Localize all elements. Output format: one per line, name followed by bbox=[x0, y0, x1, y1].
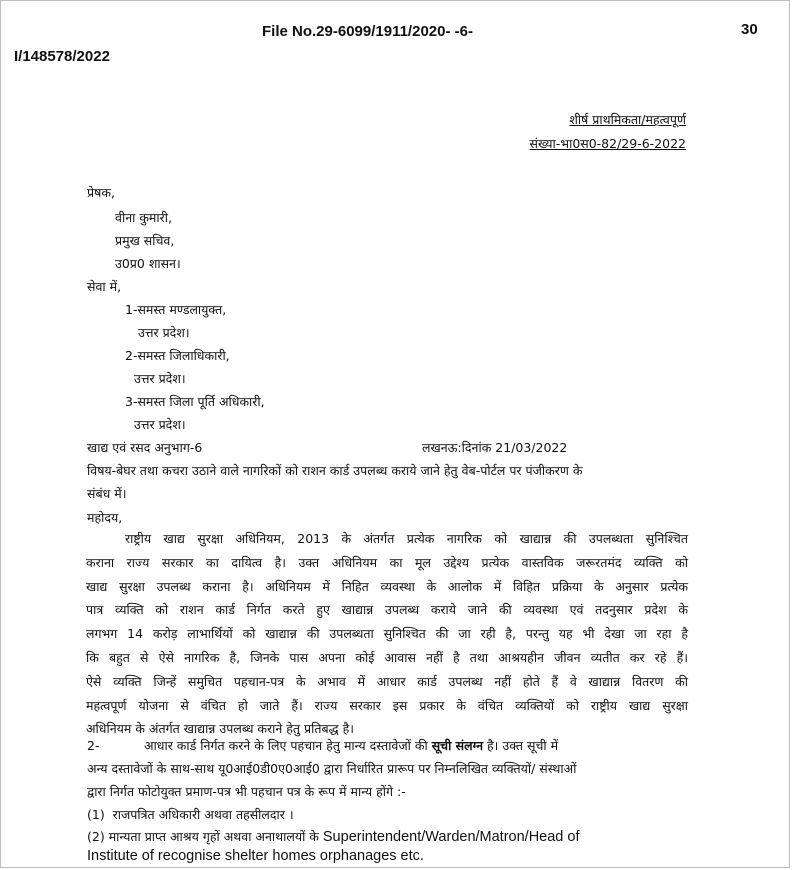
paragraph-2-text: है। उक्त सूची में bbox=[483, 738, 559, 753]
paragraph-2-line: अन्य दस्तावेजों के साथ-साथ यू0आई0डी0ए0आई0 द्वारा निर्धारित प्रारूप पर निम्नलिखित व्यक्तियों/ संस्थाओं bbox=[87, 761, 577, 776]
paragraph-line: राष्ट्रीय खाद्य सुरक्षा अधिनियम, 2013 के अंतर्गत प्रत्येक नागरिक को खाद्यान्न की उपलब्धता सुनिश्चित bbox=[125, 531, 688, 546]
section-name: खाद्य एवं रसद अनुभाग-6 bbox=[87, 440, 203, 455]
sender-name: वीना कुमारी, bbox=[115, 210, 172, 225]
list-item-continuation: Institute of recognise shelter homes orphanages etc. bbox=[87, 848, 424, 864]
recipient-line: 3-समस्त जिला पूर्ति अधिकारी, bbox=[125, 394, 265, 409]
paragraph-line: लगभग 14 करोड़ लाभार्थियों को खाद्यान्न की उपलब्धता सुनिश्चित की जा रही है, परन्तु यह भी देखा जा रहा है bbox=[86, 626, 688, 642]
list-item bbox=[87, 829, 579, 845]
paragraph-2-number: 2- bbox=[87, 738, 100, 753]
paragraph-line: पात्र व्यक्ति को राशन कार्ड निर्गत करते हुए खाद्यान्न उपलब्ध कराये जाने की व्यवस्था एवं तदनुसार प्रदेश के bbox=[86, 602, 688, 618]
salutation: महोदय, bbox=[87, 510, 123, 525]
paragraph-2-line bbox=[144, 738, 688, 754]
paragraph-2-line: द्वारा निर्गत फोटोयुक्त प्रमाण-पत्र भी पहचान पत्र के रूप में मान्य होंगे :- bbox=[87, 784, 406, 799]
paragraph-line: महत्वपूर्ण योजना से वंचित हो जाते हैं। राज्य सरकार इस प्रकार के वंचित व्यक्तियों को राष्ट्रीय खाद्य सुरक्षा bbox=[86, 697, 688, 713]
paragraph-1 bbox=[86, 527, 688, 741]
list-item-text: राजपत्रित अधिकारी अथवा तहसीलदार । bbox=[112, 807, 294, 822]
list-item-number: (1) bbox=[87, 807, 105, 822]
sender-designation: प्रमुख सचिव, bbox=[115, 233, 175, 248]
paragraph-line: अधिनियम के अंतर्गत खाद्यान्न उपलब्ध कराने हेतु प्रतिबद्ध है। bbox=[86, 721, 354, 737]
recipient-line: उत्तर प्रदेश। bbox=[134, 417, 186, 432]
subject-line: विषय-बेघर तथा कचरा उठाने वाले नागरिकों को राशन कार्ड उपलब्ध कराये जाने हेतु वेब-पोर्टल पर पंजीकरण के bbox=[87, 463, 583, 478]
priority-label: शीर्ष प्राथमिकता/महत्वपूर्ण bbox=[569, 112, 686, 127]
list-item-text-latin: Superintendent/Warden/Matron/Head of bbox=[322, 829, 580, 845]
recipient-line: 1-समस्त मण्डलायुक्त, bbox=[125, 302, 227, 317]
paragraph-line: ऐसे व्यक्ति जिन्हें समुचित पहचान-पत्र के अभाव में आधार कार्ड उपलब्ध नहीं होते हैं वे खाद्यान्न वितरण की bbox=[86, 673, 688, 689]
recipient-line: उत्तर प्रदेश। bbox=[134, 371, 186, 386]
list-item-text: मान्यता प्राप्त आश्रय गृहों अथवा अनाथालयों के bbox=[108, 829, 323, 844]
recipient-line: उत्तर प्रदेश। bbox=[138, 325, 190, 340]
reference-number: I/148578/2022 bbox=[14, 48, 110, 65]
paragraph-2-text: आधार कार्ड निर्गत करने के लिए पहचान हेतु मान्य दस्तावेजों की bbox=[144, 738, 432, 753]
file-number: File No.29-6099/1911/2020- -6- bbox=[262, 23, 473, 40]
page-number: 30 bbox=[741, 21, 758, 38]
sender-label: प्रेषक, bbox=[87, 185, 115, 200]
attached-list-label: सूची संलग्न bbox=[431, 738, 484, 753]
list-item bbox=[87, 807, 294, 823]
subject-line: संबंध में। bbox=[87, 486, 127, 501]
serial-number: संख्या-भा0स0-82/29-6-2022 bbox=[529, 136, 686, 151]
paragraph-line: कि बहुत से ऐसे नागरिक है, जिनके पास अपना कोई आवास नहीं है तथा आश्रयहीन जीवन व्यतीत कर रहे हैं। bbox=[86, 649, 688, 665]
paragraph-line: खाद्य सुरक्षा उपलब्ध कराना है। अधिनियम में निहित व्यवस्था के आलोक में विहित प्रक्रिया के अनुसार प्रत्येक bbox=[86, 578, 688, 594]
recipient-line: 2-समस्त जिलाधिकारी, bbox=[125, 348, 230, 363]
list-item-number: (2) bbox=[87, 829, 105, 844]
sender-office: उ0प्र0 शासन। bbox=[115, 256, 181, 271]
paragraph-line: कराना राज्य सरकार का दायित्व है। उक्त अधिनियम का मूल उद्देश्य प्रत्येक वास्तविक जरूरतमंद व्यक्ति को bbox=[86, 554, 688, 570]
place-date: लखनऊ:दिनांक 21/03/2022 bbox=[422, 440, 568, 455]
recipient-label: सेवा में, bbox=[87, 279, 122, 294]
